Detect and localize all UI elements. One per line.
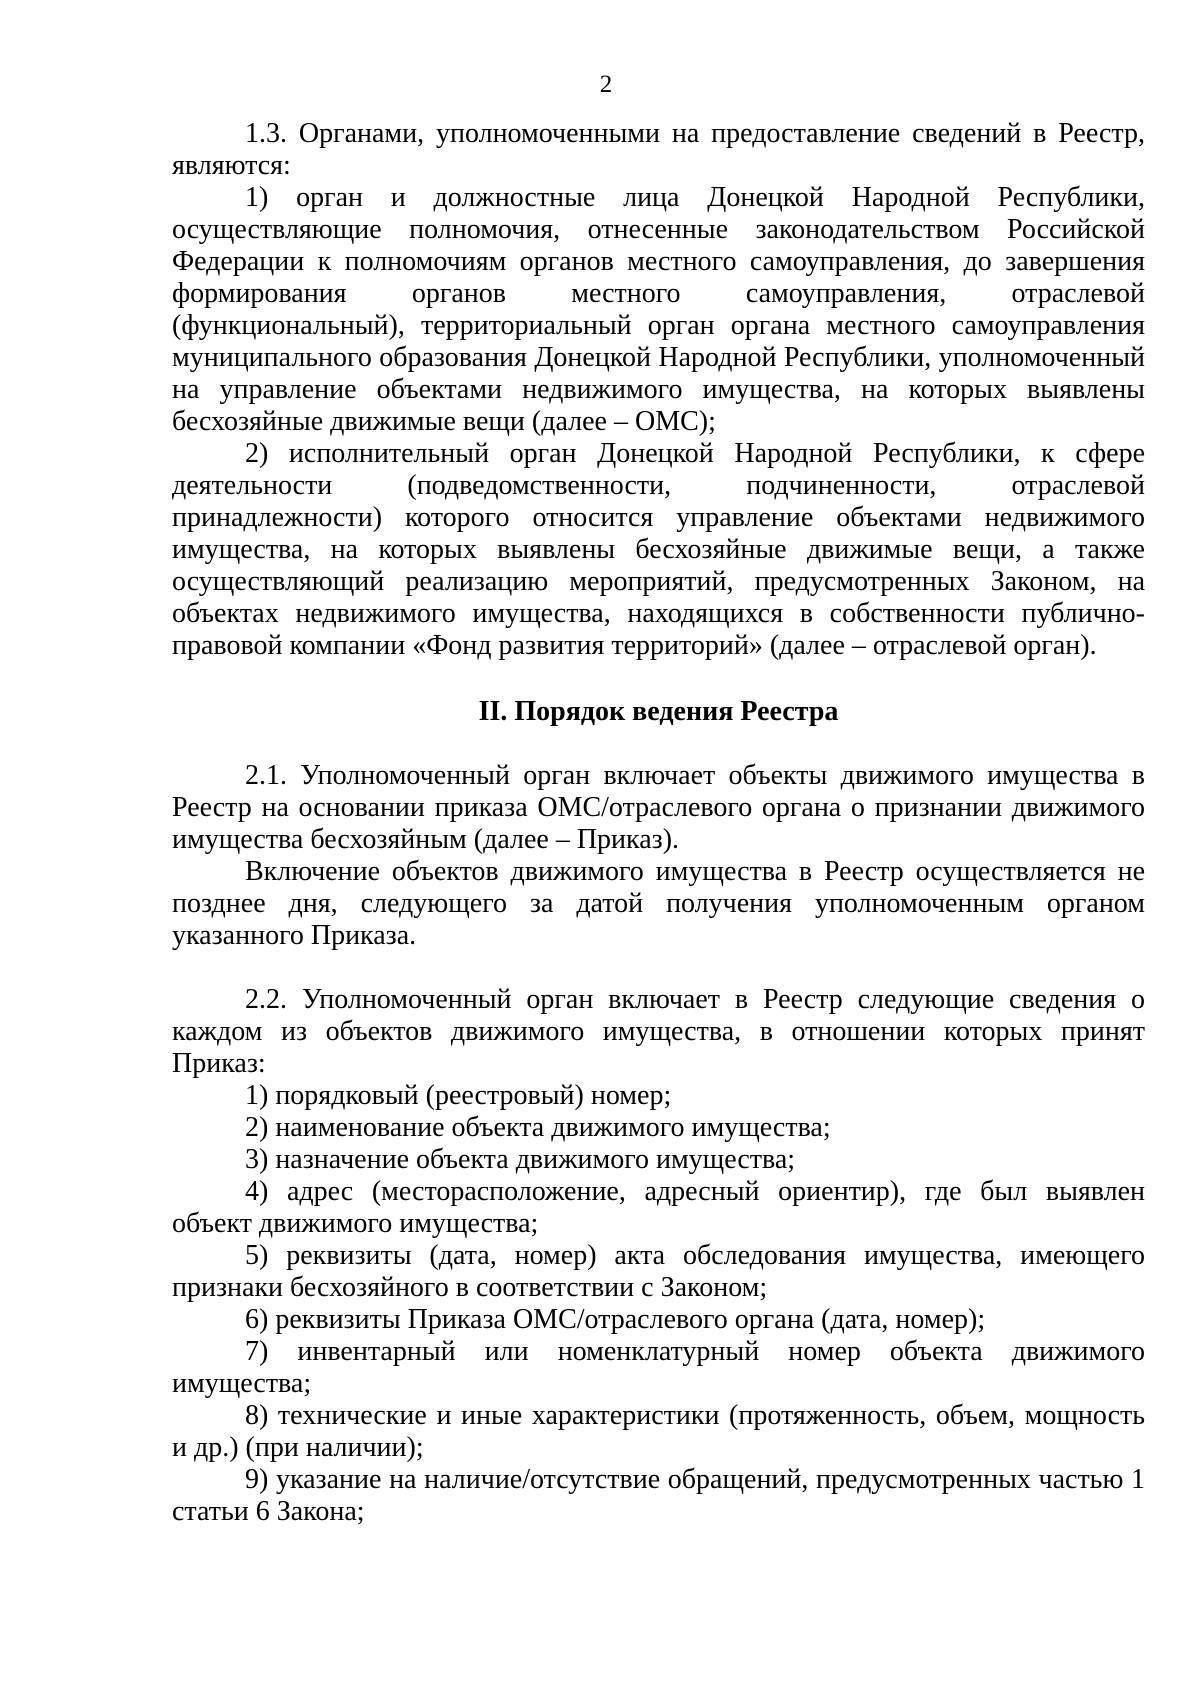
list-item-1-3-2: 2) исполнительный орган Донецкой Народной Республики, к сфере деятельности (подведомственности, подчиненности, отраслевой принадлежности) которого относится управление объектами недвижимого имущества, на которых выявлены бесхозяйные движимые вещи, а также осуществляющий реализацию мероприятий, предусмотренных Законом, на объектах недвижимого имущества, находящихся в собственности публично-правовой компании «Фонд развития территорий» (далее – отраслевой орган).: [172, 438, 1145, 661]
list-item-2-2-4: 4) адрес (месторасположение, адресный ориентир), где был выявлен объект движимого имущества;: [172, 1176, 1145, 1239]
paragraph-2-1: 2.1. Уполномоченный орган включает объекты движимого имущества в Реестр на основании приказа ОМС/отраслевого органа о признании движимого имущества бесхозяйным (далее – Приказ).: [172, 760, 1145, 855]
paragraph-gap: [172, 952, 1145, 984]
paragraph-2-2: 2.2. Уполномоченный орган включает в Реестр следующие сведения о каждом из объектов движимого имущества, в отношении которых принят Приказ:: [172, 984, 1145, 1079]
list-item-2-2-2: 2) наименование объекта движимого имущества;: [245, 1112, 831, 1143]
list-item-2-2-9: 9) указание на наличие/отсутствие обращений, предусмотренных частью 1 статьи 6 Закона;: [172, 1464, 1145, 1527]
list-item-2-2-7: 7) инвентарный или номенклатурный номер объекта движимого имущества;: [172, 1336, 1145, 1399]
list-item-2-2-1: 1) порядковый (реестровый) номер;: [245, 1080, 672, 1111]
list-item-2-2-5: 5) реквизиты (дата, номер) акта обследования имущества, имеющего признаки бесхозяйного в соответствии с Законом;: [172, 1240, 1145, 1303]
list-item-2-2-8: 8) технические и иные характеристики (протяженность, объем, мощность и др.) (при наличии);: [172, 1400, 1145, 1463]
section-heading: II. Порядок ведения Реестра: [478, 696, 839, 727]
list-item-2-2-3: 3) назначение объекта движимого имущества;: [245, 1144, 796, 1175]
list-item-1-3-1: 1) орган и должностные лица Донецкой Народной Республики, осуществляющие полномочия, отнесенные законодательством Российской Федерации к полномочиям органов местного самоуправления, до завершения формирования органов местного самоуправления, отраслевой (функциональный), территориальный орган органа местного самоуправления муниципального образования Донецкой Народной Республики, уполномоченный на управление объектами недвижимого имущества, на которых выявлены бесхозяйные движимые вещи (далее – ОМС);: [172, 182, 1145, 437]
page-number: 2: [599, 71, 613, 98]
paragraph-1-3: 1.3. Органами, уполномоченными на предоставление сведений в Реестр, являются:: [172, 118, 1145, 181]
paragraph-2-1-continued: Включение объектов движимого имущества в Реестр осуществляется не позднее дня, следующего за датой получения уполномоченным органом указанного Приказа.: [172, 856, 1145, 951]
document-body: [172, 118, 1145, 1528]
list-item-2-2-6: 6) реквизиты Приказа ОМС/отраслевого органа (дата, номер);: [245, 1304, 986, 1335]
